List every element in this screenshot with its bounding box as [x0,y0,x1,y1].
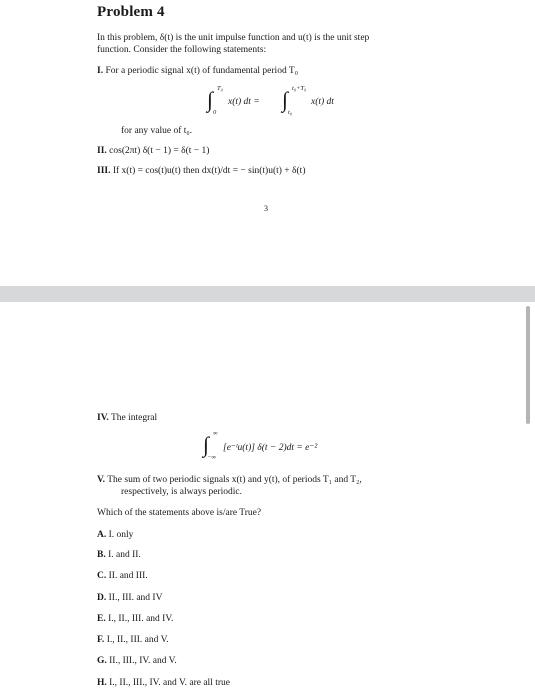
lower-limit: −∞ [207,454,217,461]
option-g [97,656,177,666]
statement-1-note: for any value of t₀. [121,126,193,136]
page-separator [0,286,535,302]
rhs-lower-limit: t₀ [288,109,293,116]
statement-3-text: If x(t) = cos(t)u(t) then dx(t)/dt = − sin(t)u(t) + δ(t) [112,166,306,176]
integral-sign: ∫ [282,87,289,112]
scrollbar-thumb[interactable] [526,306,530,424]
option-text: II., III., IV. and V. [109,656,177,666]
document-page-2 [0,302,535,700]
statement-4 [97,412,157,425]
option-f [97,635,169,645]
upper-limit: ∞ [213,430,218,437]
option-a [97,530,133,540]
statement-4-equation [203,430,373,464]
statement-1-text: For a periodic signal x(t) of fundamental period T₀ [105,66,299,76]
option-text: II. and III. [108,571,148,581]
option-text: I., II., III., IV. and V. are all true [109,678,230,688]
option-c [97,571,148,581]
option-b [97,550,141,560]
option-text: I. and II. [108,550,141,560]
statement-5-line-2: respectively, is always periodic. [121,487,242,497]
statement-1-equation [207,85,367,121]
lhs-upper-limit: T₀ [217,85,223,92]
statement-3 [97,165,305,178]
statement-2 [97,145,209,158]
option-key: D. [97,593,107,603]
statement-1-label: I. [97,66,104,76]
option-text: I., II., III. and IV. [108,614,174,624]
statement-1 [97,65,298,78]
option-key: H. [97,678,107,688]
integrand: [e⁻ᵗu(t)] δ(t − 2)dt = e⁻² [223,443,318,453]
lhs-integrand: x(t) dt = [228,97,260,107]
statement-4-label: IV. [97,413,109,423]
option-key: E. [97,614,106,624]
option-key: F. [97,635,105,645]
statement-5-line-1: The sum of two periodic signals x(t) and y(t), of periods T₁ and T₂, [107,475,362,485]
option-e [97,614,173,624]
statement-3-label: III. [97,166,111,176]
option-key: B. [97,550,106,560]
page-number: 3 [264,204,268,213]
intro-line-2: function. Consider the following statements: [97,45,267,55]
problem-title: Problem 4 [97,4,165,20]
statement-2-text: cos(2πt) δ(t − 1) = δ(t − 1) [109,146,210,156]
option-key: A. [97,530,107,540]
statement-4-text: The integral [110,413,158,423]
option-key: C. [97,571,107,581]
option-text: II., III. and IV [108,593,163,603]
integral-sign: ∫ [203,432,210,457]
intro-line-1: In this problem, δ(t) is the unit impulse function and u(t) is the unit step [97,33,370,43]
option-h [97,678,230,688]
statement-5-label: V. [97,475,106,485]
question-text: Which of the statements above is/are True? [97,508,262,518]
document-page-1 [0,0,535,286]
rhs-upper-limit: t₀+T₀ [292,85,307,92]
option-d [97,593,162,603]
option-text: I. only [108,530,134,540]
integral-sign: ∫ [207,87,214,112]
rhs-integrand: x(t) dt [311,97,334,107]
lhs-lower-limit: 0 [213,109,217,116]
option-text: I., II., III. and V. [106,635,169,645]
option-key: G. [97,656,107,666]
statement-2-label: II. [97,146,107,156]
